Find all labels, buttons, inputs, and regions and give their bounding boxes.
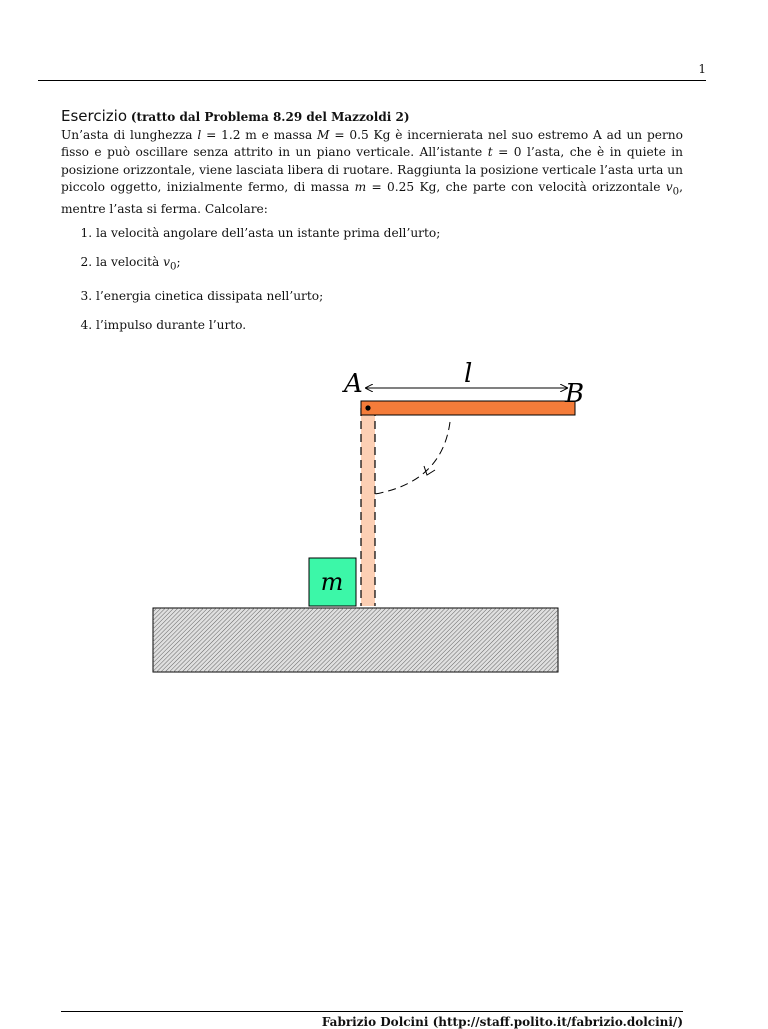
exercise-text xyxy=(61,127,683,219)
var-v-subscript: 0 xyxy=(672,186,680,198)
label-A: A xyxy=(344,369,363,399)
var-v-subscript: 0 xyxy=(170,261,177,273)
pivot-dot xyxy=(365,405,370,410)
var-v: v xyxy=(665,180,673,195)
question-4 xyxy=(96,317,683,335)
text-segment: = 1.2 m e massa xyxy=(201,127,318,142)
question-3 xyxy=(96,288,683,306)
rod-horizontal xyxy=(361,401,575,415)
question-text: la velocità angolare dell’asta un istante prima dell’urto; xyxy=(96,226,441,240)
exercise-content xyxy=(61,108,683,346)
text-segment: = 0.25 Kg, che parte con velocità orizzontale xyxy=(366,180,666,195)
footer xyxy=(300,1015,683,1029)
var-m: m xyxy=(354,180,367,195)
footer-rule xyxy=(61,1011,683,1012)
rotation-arc xyxy=(375,422,450,494)
question-1 xyxy=(96,225,683,243)
question-text: l’impulso durante l’urto. xyxy=(96,317,247,332)
footer-link[interactable]: (http://staff.polito.it/fabrizio.dolcini/) xyxy=(432,1015,683,1029)
var-v: v xyxy=(163,255,171,270)
header-rule xyxy=(38,80,706,81)
exercise-heading xyxy=(61,108,683,127)
question-text: ; xyxy=(176,255,181,270)
mass-label: m xyxy=(320,568,344,596)
var-t: t xyxy=(487,145,493,160)
label-B: B xyxy=(565,379,585,409)
page-number: 1 xyxy=(698,62,706,76)
exercise-subtitle: (tratto dal Problema 8.29 del Mazzoldi 2) xyxy=(130,110,410,124)
rod-diagram xyxy=(150,360,600,680)
var-M: M xyxy=(317,127,330,142)
question-text: l’energia cinetica dissipata nell’urto; xyxy=(96,288,324,303)
text-segment: = 0.5 Kg è incernierata nel suo estremo A ad un perno fisso e può oscillare senza attrito in un piano verticale. All’istante xyxy=(61,127,683,160)
question-list xyxy=(61,225,683,334)
rotation-arrowhead xyxy=(424,466,435,475)
var-l: l xyxy=(197,127,202,142)
label-l: l xyxy=(464,360,473,389)
footer-author: Fabrizio Dolcini xyxy=(321,1015,429,1029)
question-text: la velocità xyxy=(96,255,164,270)
text-segment: Un’asta di lunghezza xyxy=(61,127,198,142)
question-2 xyxy=(96,254,683,276)
rod-vertical xyxy=(361,408,375,606)
exercise-title: Esercizio xyxy=(61,107,127,125)
text-segment: = 0 l’asta, che è in quiete in posizione orizzontale, viene lasciata libera di ruotare. Raggiunta la posizione verticale l’asta urta un piccolo oggetto, inizialmente fermo, di massa xyxy=(61,145,683,195)
text-segment: , mentre l’asta si ferma. Calcolare: xyxy=(61,180,683,217)
ground-hatch xyxy=(153,608,558,672)
